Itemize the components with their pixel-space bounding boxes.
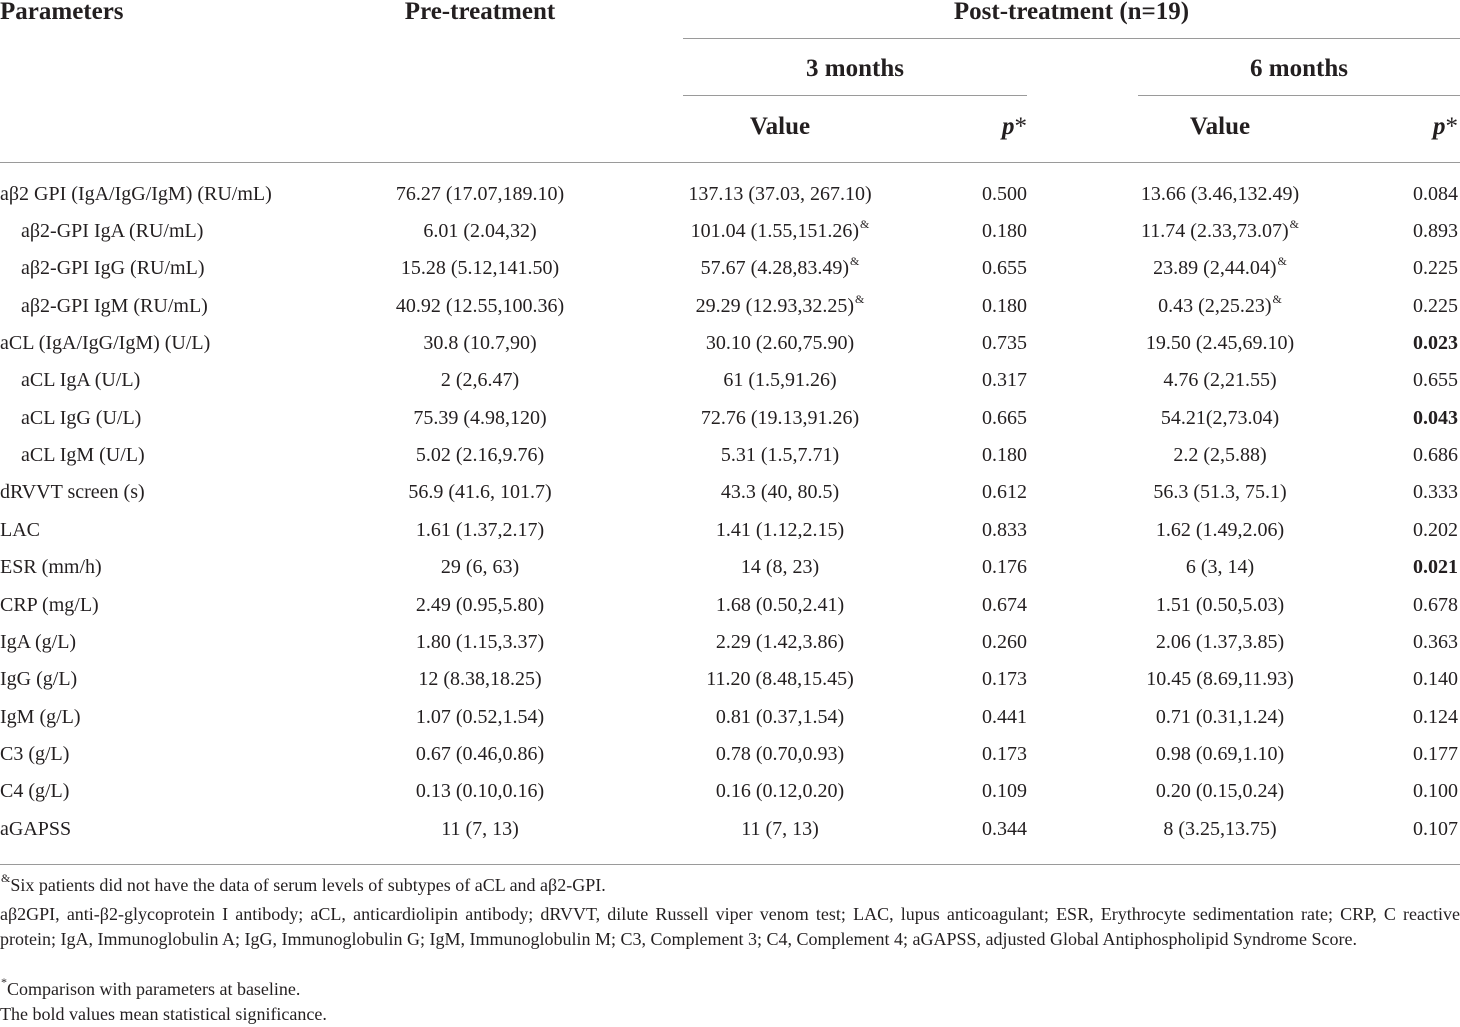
value-3m-cell: 11.20 (8.48,15.45)	[706, 668, 854, 690]
param-cell: ESR (mm/h)	[0, 556, 102, 578]
param-cell: LAC	[0, 519, 40, 541]
param-cell: IgG (g/L)	[0, 668, 78, 690]
param-cell: C4 (g/L)	[0, 780, 70, 802]
table-row	[0, 325, 1460, 362]
table-row	[0, 773, 1460, 810]
param-cell: aGAPSS	[0, 818, 72, 840]
pre-cell: 2.49 (0.95,5.80)	[415, 594, 545, 616]
p-3m-cell: 0.735	[982, 332, 1027, 354]
header-6-months: 6 months	[1250, 55, 1348, 82]
p-3m-cell: 0.655	[982, 257, 1027, 279]
p-6m-cell: 0.225	[1413, 295, 1458, 317]
p-3m-cell: 0.180	[982, 220, 1027, 242]
value-3m-cell: 137.13 (37.03, 267.10)	[688, 183, 872, 205]
value-6m-cell: 0.43 (2,25.23)&	[1158, 292, 1282, 317]
p-6m-cell: 0.100	[1413, 780, 1458, 802]
pre-cell: 15.28 (5.12,141.50)	[400, 257, 560, 279]
p-3m-cell: 0.260	[982, 631, 1027, 653]
param-cell: aβ2-GPI IgG (RU/mL)	[21, 257, 205, 279]
p-3m-cell: 0.173	[982, 743, 1027, 765]
pre-cell: 11 (7, 13)	[441, 818, 519, 840]
p-6m-cell: 0.140	[1413, 668, 1458, 690]
p-3m-cell: 0.180	[982, 444, 1027, 466]
value-3m-cell: 43.3 (40, 80.5)	[720, 481, 840, 503]
p-6m-cell: 0.363	[1413, 631, 1458, 653]
p-3m-cell: 0.833	[982, 519, 1027, 541]
value-6m-cell: 1.51 (0.50,5.03)	[1155, 594, 1285, 616]
param-cell: aβ2-GPI IgA (RU/mL)	[21, 220, 204, 242]
value-3m-cell: 2.29 (1.42,3.86)	[715, 631, 845, 653]
table-row	[0, 811, 1460, 848]
header-rule-6-months	[1138, 95, 1460, 96]
table-row	[0, 400, 1460, 437]
value-6m-cell: 13.66 (3.46,132.49)	[1140, 183, 1300, 205]
header-value-6m: Value	[1189, 113, 1251, 140]
table-row	[0, 699, 1460, 736]
param-cell: CRP (mg/L)	[0, 594, 99, 616]
p-3m-cell: 0.665	[982, 407, 1027, 429]
value-6m-cell: 11.74 (2.33,73.07)&	[1141, 217, 1299, 242]
value-3m-cell: 11 (7, 13)	[741, 818, 819, 840]
pre-cell: 75.39 (4.98,120)	[413, 407, 547, 429]
param-cell: aβ2 GPI (IgA/IgG/IgM) (RU/mL)	[0, 183, 272, 205]
ampersand-mark: &	[1277, 254, 1287, 268]
value-6m-cell: 2.06 (1.37,3.85)	[1155, 631, 1285, 653]
header-p-6m: p*	[1433, 113, 1458, 140]
value-3m-cell: 14 (8, 23)	[740, 556, 820, 578]
table-row	[0, 250, 1460, 287]
header-p-3m: p*	[1002, 113, 1027, 140]
p-6m-cell: 0.333	[1413, 481, 1458, 503]
value-3m-cell: 72.76 (19.13,91.26)	[700, 407, 860, 429]
p-6m-cell: 0.084	[1413, 183, 1458, 205]
footnote-bold-note: The bold values mean statistical significance.	[0, 1004, 327, 1024]
p-3m-cell: 0.500	[982, 183, 1027, 205]
p-3m-cell: 0.176	[982, 556, 1027, 578]
ampersand-mark: &	[1289, 217, 1299, 231]
pre-cell: 12 (8.38,18.25)	[418, 668, 542, 690]
value-6m-cell: 0.71 (0.31,1.24)	[1155, 706, 1285, 728]
table-row	[0, 661, 1460, 698]
p-6m-cell: 0.177	[1413, 743, 1458, 765]
ampersand-mark: &	[1272, 292, 1282, 306]
p-6m-cell-significant: 0.021	[1413, 556, 1458, 578]
p-6m-cell: 0.893	[1413, 220, 1458, 242]
p-6m-cell: 0.202	[1413, 519, 1458, 541]
table-row	[0, 587, 1460, 624]
footnote-abbreviations: aβ2GPI, anti-β2-glycoprotein I antibody; aCL, anticardiolipin antibody; dRVVT, dilute Russell viper venom test; LAC, lupus anticoagulant; ESR, Erythrocyte sedimentation rate; CRP, C reactive protein; IgA, Immunoglobulin A; IgG, Immunoglobulin G; IgM, Immunoglobulin M; C3, Complement 3; C4, Complement 4; aGAPSS, adjusted Global Antiphospholipid Syndrome Score.	[0, 904, 1460, 949]
value-6m-cell: 0.20 (0.15,0.24)	[1155, 780, 1285, 802]
p-6m-cell-significant: 0.023	[1413, 332, 1458, 354]
table-row	[0, 362, 1460, 399]
value-3m-cell: 101.04 (1.55,151.26)&	[690, 217, 870, 242]
p-6m-cell: 0.678	[1413, 594, 1458, 616]
p-6m-cell: 0.124	[1413, 706, 1458, 728]
header-post-treatment: Post-treatment (n=19)	[953, 0, 1190, 25]
table-row	[0, 474, 1460, 511]
param-cell: aβ2-GPI IgM (RU/mL)	[21, 295, 208, 317]
p-6m-cell-significant: 0.043	[1413, 407, 1458, 429]
header-value-3m: Value	[749, 113, 811, 140]
p-3m-cell: 0.612	[982, 481, 1027, 503]
p-3m-cell: 0.180	[982, 295, 1027, 317]
param-cell: aCL (IgA/IgG/IgM) (U/L)	[0, 332, 211, 354]
table-row	[0, 512, 1460, 549]
pre-cell: 1.07 (0.52,1.54)	[415, 706, 545, 728]
param-cell: IgA (g/L)	[0, 631, 77, 653]
value-6m-cell: 23.89 (2,44.04)&	[1153, 254, 1287, 279]
value-6m-cell: 2.2 (2,5.88)	[1173, 444, 1267, 466]
value-3m-cell: 0.81 (0.37,1.54)	[715, 706, 845, 728]
table-row	[0, 549, 1460, 586]
table-row	[0, 736, 1460, 773]
param-cell: aCL IgA (U/L)	[21, 369, 141, 391]
footnote-ampersand: &Six patients did not have the data of serum levels of subtypes of aCL and aβ2-GPI.	[1, 871, 606, 895]
ampersand-mark: &	[854, 292, 865, 306]
header-rule-post	[683, 38, 1460, 39]
pre-cell: 29 (6, 63)	[440, 556, 520, 578]
value-6m-cell: 54.21(2,73.04)	[1160, 407, 1280, 429]
pre-cell: 1.61 (1.37,2.17)	[415, 519, 545, 541]
param-cell: aCL IgM (U/L)	[21, 444, 145, 466]
value-3m-cell: 5.31 (1.5,7.71)	[720, 444, 840, 466]
value-6m-cell: 6 (3, 14)	[1185, 556, 1255, 578]
p-6m-cell: 0.225	[1413, 257, 1458, 279]
value-6m-cell: 8 (3.25,13.75)	[1163, 818, 1277, 840]
pre-cell: 0.67 (0.46,0.86)	[415, 743, 545, 765]
value-3m-cell: 57.67 (4.28,83.49)&	[700, 254, 860, 279]
value-6m-cell: 10.45 (8.69,11.93)	[1146, 668, 1294, 690]
value-3m-cell: 0.16 (0.12,0.20)	[715, 780, 845, 802]
param-cell: aCL IgG (U/L)	[21, 407, 142, 429]
table-row	[0, 624, 1460, 661]
value-6m-cell: 19.50 (2.45,69.10)	[1145, 332, 1295, 354]
value-6m-cell: 1.62 (1.49,2.06)	[1155, 519, 1285, 541]
table-bottom-rule	[0, 864, 1460, 865]
p-3m-cell: 0.109	[982, 780, 1027, 802]
pre-cell: 76.27 (17.07,189.10)	[395, 183, 565, 205]
p-3m-cell: 0.344	[982, 818, 1027, 840]
pre-cell: 2 (2,6.47)	[440, 369, 520, 391]
table-row	[0, 176, 1460, 213]
table-row	[0, 437, 1460, 474]
header-bottom-rule	[0, 162, 1460, 163]
value-3m-cell: 1.41 (1.12,2.15)	[715, 519, 845, 541]
p-6m-cell: 0.107	[1413, 818, 1458, 840]
pre-cell: 0.13 (0.10,0.16)	[415, 780, 545, 802]
p-3m-cell: 0.674	[982, 594, 1027, 616]
table-row	[0, 213, 1460, 250]
value-3m-cell: 61 (1.5,91.26)	[723, 369, 837, 391]
p-3m-cell: 0.317	[982, 369, 1027, 391]
param-cell: IgM (g/L)	[0, 706, 81, 728]
param-cell: dRVVT screen (s)	[0, 481, 145, 503]
p-6m-cell: 0.655	[1413, 369, 1458, 391]
header-parameters: Parameters	[0, 0, 124, 25]
header-rule-3-months	[683, 95, 1027, 96]
header-pre-treatment: Pre-treatment	[404, 0, 556, 25]
pre-cell: 40.92 (12.55,100.36)	[395, 295, 565, 317]
value-3m-cell: 29.29 (12.93,32.25)&	[695, 292, 865, 317]
pre-cell: 1.80 (1.15,3.37)	[415, 631, 545, 653]
value-6m-cell: 0.98 (0.69,1.10)	[1155, 743, 1285, 765]
p-3m-cell: 0.441	[982, 706, 1027, 728]
pre-cell: 6.01 (2.04,32)	[423, 220, 537, 242]
ampersand-mark: &	[849, 254, 860, 268]
p-3m-cell: 0.173	[982, 668, 1027, 690]
value-3m-cell: 30.10 (2.60,75.90)	[705, 332, 855, 354]
pre-cell: 5.02 (2.16,9.76)	[415, 444, 545, 466]
header-3-months: 3 months	[806, 55, 904, 82]
pre-cell: 56.9 (41.6, 101.7)	[408, 481, 552, 503]
value-6m-cell: 56.3 (51.3, 75.1)	[1153, 481, 1287, 503]
value-3m-cell: 0.78 (0.70,0.93)	[715, 743, 845, 765]
param-cell: C3 (g/L)	[0, 743, 70, 765]
pre-cell: 30.8 (10.7,90)	[423, 332, 537, 354]
p-6m-cell: 0.686	[1413, 444, 1458, 466]
ampersand-mark: &	[859, 217, 870, 231]
table-row	[0, 288, 1460, 325]
footnote-star: *Comparison with parameters at baseline.	[1, 975, 301, 999]
value-6m-cell: 4.76 (2,21.55)	[1163, 369, 1277, 391]
value-3m-cell: 1.68 (0.50,2.41)	[715, 594, 845, 616]
